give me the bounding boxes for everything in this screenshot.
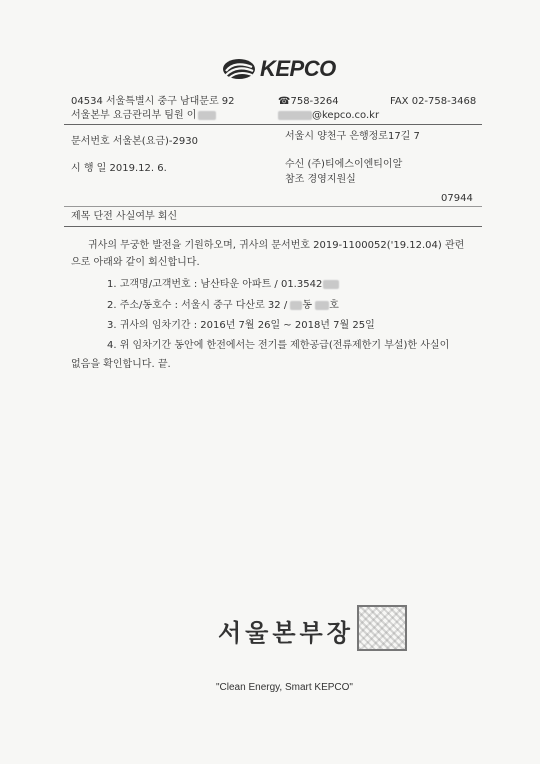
reference: 참조 경영지원실 bbox=[285, 174, 356, 185]
body-intro-line1: 귀사의 무궁한 발전을 기원하오며, 귀사의 문서번호 2019-1100052('19.12.04) 관련 bbox=[88, 240, 465, 251]
subject-divider bbox=[64, 226, 482, 227]
redacted-building bbox=[290, 301, 302, 310]
redacted-unit bbox=[315, 301, 329, 310]
issue-date: 시 행 일 2019.12. 6. bbox=[71, 163, 167, 174]
header-divider bbox=[64, 124, 482, 125]
redacted-customer-no bbox=[323, 280, 339, 289]
item-address-ho: 호 bbox=[329, 300, 339, 311]
item-address-text: 2. 주소/동호수 : 서울시 중구 다산로 32 / bbox=[107, 300, 288, 311]
recipient-address: 서울시 양천구 은행정로17길 7 bbox=[285, 131, 420, 142]
kepco-logo-icon bbox=[222, 58, 256, 80]
department-text: 서울본부 요금관리부 팀원 이 bbox=[71, 110, 197, 121]
item-confirmation-line2: 없음을 확인합니다. 끝. bbox=[71, 359, 171, 370]
logo-text: KEPCO bbox=[260, 56, 336, 81]
phone-number bbox=[278, 96, 339, 108]
fax-number: FAX 02-758-3468 bbox=[390, 96, 477, 107]
redacted-name bbox=[198, 111, 216, 120]
kepco-logo bbox=[222, 56, 336, 82]
redacted-email-user bbox=[278, 111, 312, 120]
email-domain: @kepco.co.kr bbox=[312, 110, 380, 121]
postal-address: 04534 서울특별시 중구 남대문로 92 bbox=[71, 96, 235, 107]
email-line bbox=[278, 110, 379, 122]
item-customer bbox=[107, 279, 339, 291]
slogan: "Clean Energy, Smart KEPCO" bbox=[216, 682, 353, 693]
recipient: 수신 (주)티에스이엔티이알 bbox=[285, 159, 403, 170]
item-address-dong: 동 bbox=[302, 300, 313, 311]
subject: 제목 단전 사실여부 회신 bbox=[71, 211, 178, 222]
seal-stamp bbox=[357, 605, 407, 651]
zip-code: 07944 bbox=[441, 193, 473, 204]
department-line bbox=[71, 110, 216, 122]
item-address bbox=[107, 300, 339, 312]
item-confirmation-line1: 4. 위 임차기간 동안에 한전에서는 전기를 제한공급(전류제한기 부설)한 사실이 bbox=[107, 340, 450, 351]
signature-title: 서울본부장 bbox=[218, 618, 354, 647]
item-customer-text: 1. 고객명/고객번호 : 남산타운 아파트 / 01.3542 bbox=[107, 279, 323, 290]
item-lease-period: 3. 귀사의 임차기간 : 2016년 7월 26일 ~ 2018년 7월 25일 bbox=[107, 320, 375, 331]
phone-text: 758-3264 bbox=[290, 96, 339, 107]
document-number: 문서번호 서울본(요금)-2930 bbox=[71, 136, 198, 147]
body-intro-line2: 으로 아래와 같이 회신합니다. bbox=[71, 257, 200, 268]
phone-icon: ☎ bbox=[278, 96, 291, 107]
info-divider bbox=[64, 206, 482, 207]
